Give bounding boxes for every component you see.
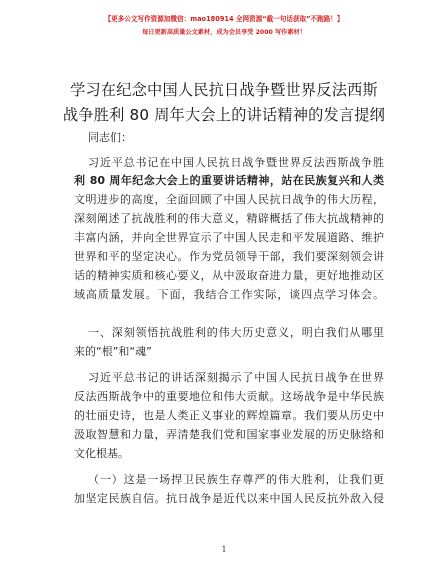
paragraph-line: 习近平总书记的讲话深刻揭示了中国人民抗日战争在世界 <box>88 371 384 384</box>
promo-banner-line-1: 【更多公文写作资源加微信：mao180914 全网资源“截一句话获取”不跑路！】 <box>104 15 344 23</box>
paragraph-line: 汲取智慧和力量，弄清楚我们党和国家事业发展的历史脉络和 <box>74 428 384 441</box>
paragraph-line: 文明进步的高度，全面回顾了中国人民抗日战争的伟大历程， <box>74 193 384 206</box>
paragraph-line: 的壮丽史诗，也是人类正义事业的辉煌篇章。我们要从历史中 <box>74 409 384 422</box>
salutation: 同志们： <box>88 131 132 144</box>
paragraph-line: 丰富内涵，并向全世界宣示了中国人民走和平发展道路、维护 <box>74 231 384 244</box>
paragraph-line: 文化根基。 <box>74 447 129 460</box>
paragraph-line: 加坚定民族自信。抗日战争是近代以来中国人民反抗外敌入侵 <box>74 492 384 505</box>
paragraph-line: 话的精神实质和核心要义，从中汲取奋进力量，更好地推动区 <box>74 269 384 282</box>
section-heading-line-1: 一、深刻领悟抗战胜利的伟大历史意义，明白我们从哪里 <box>88 326 384 339</box>
document-title-line-2: 战争胜利 80 周年大会上的讲话精神的发言提纲 <box>62 106 386 124</box>
paragraph-line: 反法西斯战争中的重要地位和伟大贡献。这场战争是中华民族 <box>74 390 384 403</box>
paragraph-line: 习近平总书记在中国人民抗日战争暨世界反法西斯战争胜 <box>88 156 384 169</box>
paragraph-line: 深刻阐述了抗战胜利的伟大意义，精辟概括了伟大抗战精神的 <box>74 212 384 225</box>
paragraph-line: 世界和平的坚定决心。作为党员领导干部，我们要深刻领会讲 <box>74 250 384 263</box>
paragraph-line: 域高质量发展。下面，我结合工作实际，谈四点学习体会。 <box>74 288 384 301</box>
section-heading-line-2: 来的“根”和“魂” <box>74 345 152 358</box>
paragraph-line: 利 80 周年纪念大会上的重要讲话精神，站在民族复兴和人类 <box>74 174 384 187</box>
promo-banner-line-2: 每日更新高质量公文素材，成为会员享受 2000 写作素材！ <box>142 29 306 36</box>
document-title-line-1: 学习在纪念中国人民抗日战争暨世界反法西斯 <box>70 81 378 99</box>
page-number: 1 <box>221 545 227 554</box>
paragraph-line: （一）这是一场捍卫民族生存尊严的伟大胜利，让我们更 <box>88 473 384 486</box>
